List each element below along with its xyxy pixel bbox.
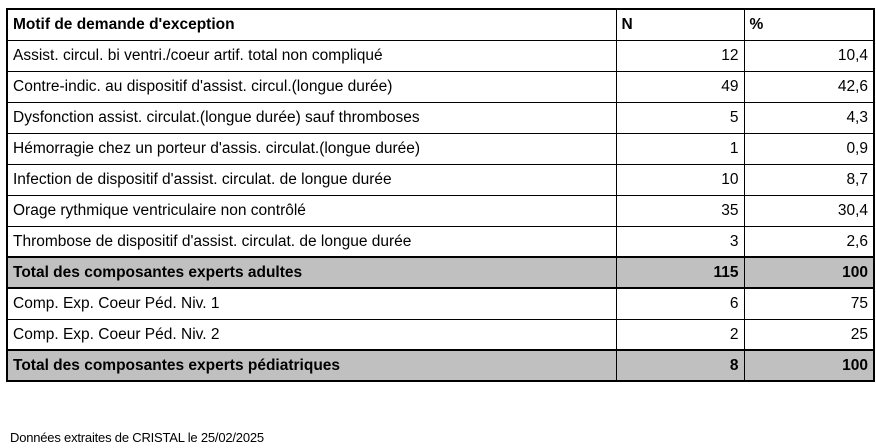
- table-row: [7, 164, 874, 195]
- row-label: Orage rythmique ventriculaire non contrôlé: [7, 195, 616, 226]
- total-pediatric-percent: 100: [744, 350, 874, 381]
- column-header-n: N: [616, 9, 744, 40]
- table-row: [7, 195, 874, 226]
- row-label: Infection de dispositif d'assist. circulat. de longue durée: [7, 164, 616, 195]
- row-percent: 30,4: [744, 195, 874, 226]
- total-adults-percent: 100: [744, 257, 874, 288]
- row-percent: 10,4: [744, 40, 874, 71]
- row-percent: 75: [744, 288, 874, 319]
- row-count: 2: [616, 319, 744, 350]
- table-row: [7, 40, 874, 71]
- row-label: Dysfonction assist. circulat.(longue durée) sauf thromboses: [7, 102, 616, 133]
- row-count: 1: [616, 133, 744, 164]
- total-adults-label: Total des composantes experts adultes: [7, 257, 616, 288]
- total-pediatric-label: Total des composantes experts pédiatriques: [7, 350, 616, 381]
- table-row: [7, 319, 874, 350]
- row-count: 6: [616, 288, 744, 319]
- row-label: Assist. circul. bi ventri./coeur artif. total non compliqué: [7, 40, 616, 71]
- data-source-footnote: Données extraites de CRISTAL le 25/02/2025: [10, 430, 264, 445]
- row-label: Hémorragie chez un porteur d'assis. circulat.(longue durée): [7, 133, 616, 164]
- row-percent: 42,6: [744, 71, 874, 102]
- table-row: [7, 288, 874, 319]
- table-row: [7, 133, 874, 164]
- row-label: Comp. Exp. Coeur Péd. Niv. 2: [7, 319, 616, 350]
- row-percent: 0,9: [744, 133, 874, 164]
- total-row-pediatric: [7, 350, 874, 381]
- table-row: [7, 71, 874, 102]
- table-row: [7, 102, 874, 133]
- row-count: 3: [616, 226, 744, 257]
- row-percent: 8,7: [744, 164, 874, 195]
- row-percent: 4,3: [744, 102, 874, 133]
- row-count: 5: [616, 102, 744, 133]
- row-count: 10: [616, 164, 744, 195]
- row-count: 35: [616, 195, 744, 226]
- row-label: Thrombose de dispositif d'assist. circulat. de longue durée: [7, 226, 616, 257]
- column-header-percent: %: [744, 9, 874, 40]
- total-row-adults: [7, 257, 874, 288]
- row-count: 12: [616, 40, 744, 71]
- row-percent: 25: [744, 319, 874, 350]
- table-header-row: [7, 9, 874, 40]
- exception-reasons-table: [6, 8, 875, 382]
- row-percent: 2,6: [744, 226, 874, 257]
- row-label: Contre-indic. au dispositif d'assist. circul.(longue durée): [7, 71, 616, 102]
- column-header-motif: Motif de demande d'exception: [7, 9, 616, 40]
- total-adults-count: 115: [616, 257, 744, 288]
- exception-table-container: [6, 8, 875, 382]
- row-count: 49: [616, 71, 744, 102]
- table-row: [7, 226, 874, 257]
- total-pediatric-count: 8: [616, 350, 744, 381]
- row-label: Comp. Exp. Coeur Péd. Niv. 1: [7, 288, 616, 319]
